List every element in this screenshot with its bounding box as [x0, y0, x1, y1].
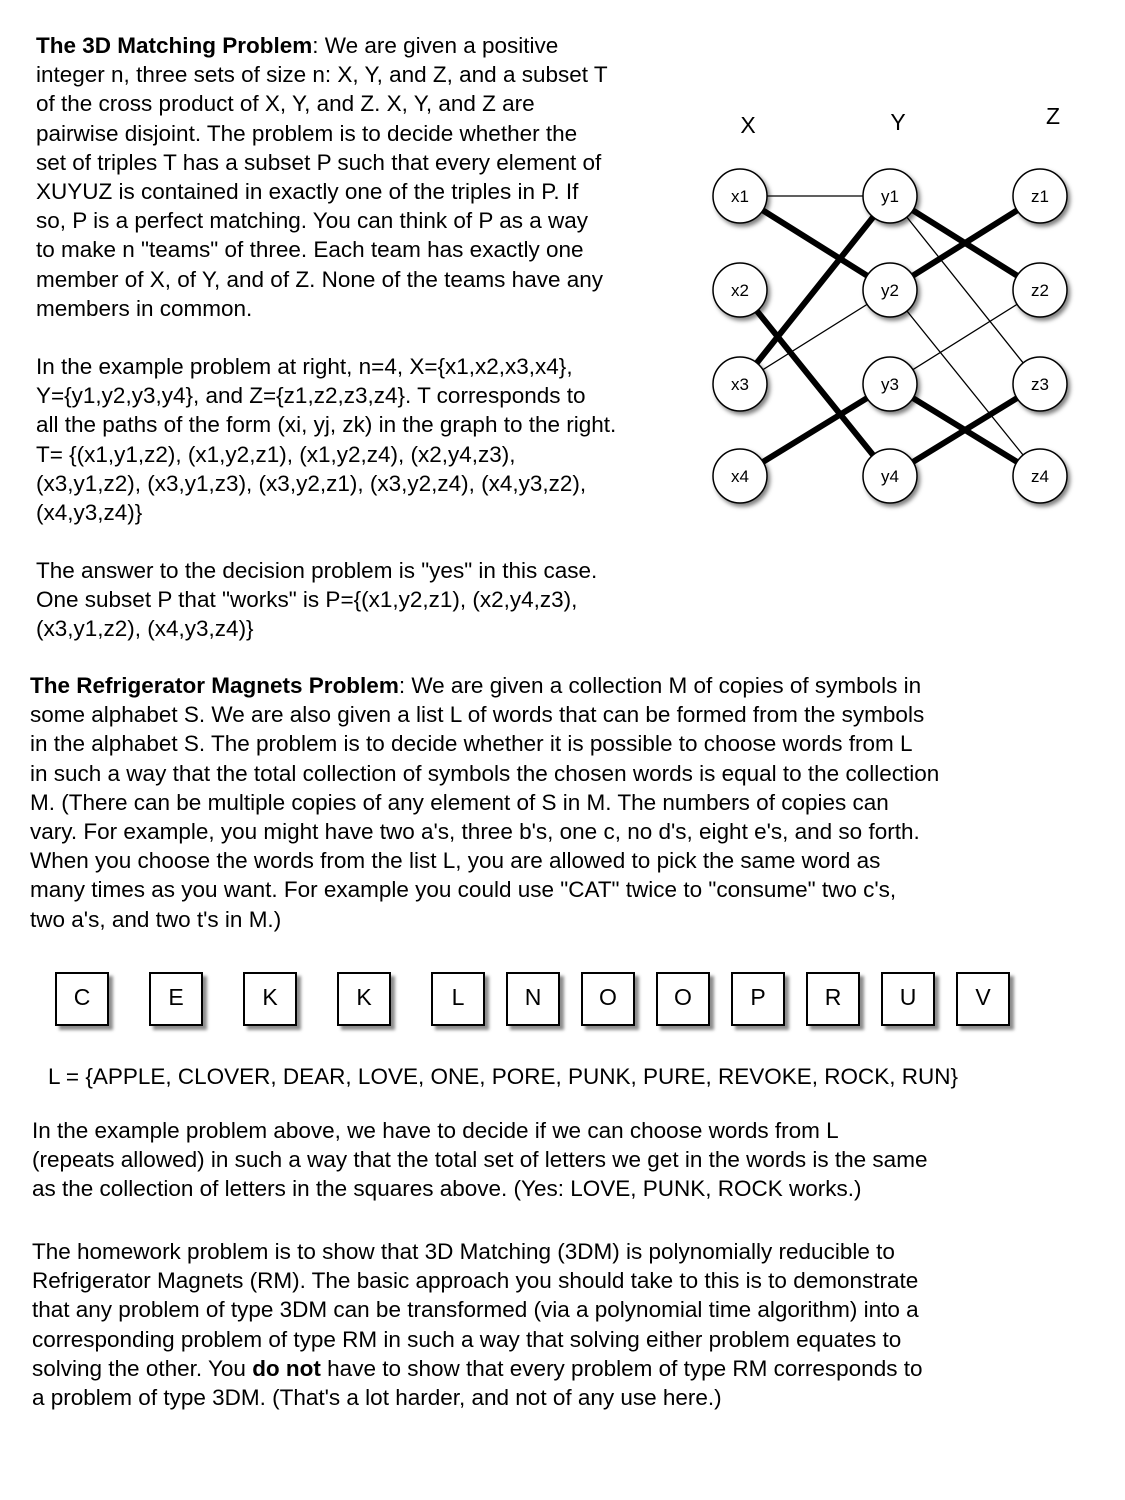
set-label-z: Z [1045, 103, 1061, 129]
homework-line: The homework problem is to show that 3D Matching (3DM) is polynomially reducible to [32, 1239, 895, 1264]
example-line: T= {(x1,y1,z2), (x1,y2,z1), (x1,y2,z4), (x2,y4,z3), [36, 441, 516, 467]
set-label-y: Y [890, 109, 906, 135]
example-line: Y={y1,y2,y3,y4}, and Z={z1,z2,z3,z4}. T corresponds to [36, 383, 586, 409]
node-z1 [1013, 169, 1067, 223]
tile-letter: E [168, 984, 184, 1010]
example-line: all the paths of the form (xi, yj, zk) in the graph to the right. [36, 412, 617, 438]
magnet-tile [806, 972, 860, 1026]
magnet-tile [956, 972, 1010, 1026]
magnet-tile [431, 972, 485, 1026]
graph-canvas [700, 95, 1090, 525]
intro-line: pairwise disjoint. The problem is to decide whether the [36, 120, 578, 146]
magnet-tile [656, 972, 710, 1026]
intro-line: members in common. [36, 295, 253, 321]
rm-example-line: In the example problem above, we have to decide if we can choose words from L [32, 1118, 839, 1143]
node-label: x4 [731, 467, 749, 486]
rm-example-line: as the collection of letters in the squares above. (Yes: LOVE, PUNK, ROCK works.) [32, 1176, 862, 1202]
answer-line: One subset P that "works" is P={(x1,y2,z1), (x2,y4,z3), [36, 587, 578, 613]
node-x4 [713, 449, 767, 503]
example-line: (x4,y3,z4)} [36, 500, 143, 526]
homework-description [32, 1237, 922, 1412]
rm-example [32, 1116, 927, 1204]
tile-letter: O [674, 984, 692, 1010]
rm-line: M. (There can be multiple copies of any element of S in M. The numbers of copies can [30, 789, 889, 815]
tile-letter: K [262, 984, 278, 1010]
magnet-tile [243, 972, 297, 1026]
intro-line: : We are given a positive [312, 33, 559, 58]
intro-line: set of triples T has a subset P such that every element of [36, 149, 602, 175]
example-line: In the example problem at right, n=4, X={x1,x2,x3,x4}, [36, 354, 573, 379]
node-label: x3 [731, 375, 749, 394]
threedm-answer [36, 556, 597, 644]
node-x1 [713, 169, 767, 223]
node-y2 [863, 263, 917, 317]
node-label: y4 [881, 467, 899, 486]
magnet-tiles [55, 972, 1055, 1042]
rm-example-line: (repeats allowed) in such a way that the total set of letters we get in the words is the same [32, 1147, 928, 1173]
homework-line: a problem of type 3DM. (That's a lot harder, and not of any use here.) [32, 1385, 722, 1411]
tile-letter: U [899, 984, 917, 1010]
node-y4 [863, 449, 917, 503]
tripartite-graph [700, 95, 1090, 525]
rm-description [30, 671, 939, 934]
magnet-tile [506, 972, 560, 1026]
answer-line: (x3,y1,z2), (x4,y3,z4)} [36, 616, 254, 642]
homework-line: solving the other. You [32, 1355, 253, 1381]
rm-line: two a's, and two t's in M.) [30, 906, 282, 932]
node-x2 [713, 263, 767, 317]
rm-line: vary. For example, you might have two a's, three b's, one c, no d's, eight e's, and so forth. [30, 819, 920, 845]
rm-line: When you choose the words from the list L, you are allowed to pick the same word as [30, 848, 881, 874]
nodes [713, 169, 1067, 503]
node-label: z3 [1031, 375, 1049, 394]
example-line: (x3,y1,z2), (x3,y1,z3), (x3,y2,z1), (x3,y2,z4), (x4,y3,z2), [36, 470, 587, 496]
magnet-tile [881, 972, 935, 1026]
homework-line: corresponding problem of type RM in such a way that solving either problem equates to [32, 1326, 902, 1352]
node-label: y1 [881, 187, 899, 206]
intro-line: integer n, three sets of size n: X, Y, and Z, and a subset T [36, 62, 608, 88]
edges [740, 196, 1040, 476]
node-y1 [863, 169, 917, 223]
rm-title: The Refrigerator Magnets Problem [30, 673, 399, 698]
tile-letter: O [599, 984, 617, 1010]
intro-line: XUYUZ is contained in exactly one of the triples in P. If [36, 179, 579, 205]
node-label: y3 [881, 375, 899, 394]
word-list: L = {APPLE, CLOVER, DEAR, LOVE, ONE, PORE, PUNK, PURE, REVOKE, ROCK, RUN} [48, 1064, 959, 1089]
node-z2 [1013, 263, 1067, 317]
homework-line: have to show that every problem of type RM corresponds to [320, 1355, 923, 1381]
node-label: z4 [1031, 467, 1049, 486]
magnet-tile [149, 972, 203, 1026]
set-label-x: X [740, 112, 756, 138]
node-label: x2 [731, 281, 749, 300]
intro-line: of the cross product of X, Y, and Z. X, Y, and Z are [36, 91, 535, 117]
magnet-tile [337, 972, 391, 1026]
magnet-tile [581, 972, 635, 1026]
tile-letter: V [975, 984, 991, 1010]
node-z3 [1013, 357, 1067, 411]
magnet-tile [731, 972, 785, 1026]
tile-letter: N [524, 984, 542, 1010]
node-label: x1 [731, 187, 749, 206]
rm-line: some alphabet S. We are also given a list L of words that can be formed from the symbols [30, 702, 925, 728]
threedm-example [36, 352, 616, 527]
homework-line: that any problem of type 3DM can be transformed (via a polynomial time algorithm) into a [32, 1297, 919, 1323]
answer-line: The answer to the decision problem is "yes" in this case. [36, 558, 598, 583]
intro-line: to make n "teams" of three. Each team has exactly one [36, 237, 584, 263]
tile-letter: L [451, 984, 465, 1010]
node-x3 [713, 357, 767, 411]
tile-letter: P [750, 984, 766, 1010]
rm-line: in the alphabet S. The problem is to decide whether it is possible to choose words from L [30, 731, 913, 757]
threedm-title: The 3D Matching Problem [36, 33, 313, 58]
intro-line: so, P is a perfect matching. You can think of P as a way [36, 208, 588, 234]
tile-letter: R [824, 984, 842, 1010]
node-y3 [863, 357, 917, 411]
rm-line: in such a way that the total collection of symbols the chosen words is equal to the collection [30, 760, 940, 786]
intro-line: member of X, of Y, and of Z. None of the teams have any [36, 266, 603, 292]
tile-letter: K [356, 984, 372, 1010]
rm-line: : We are given a collection M of copies of symbols in [398, 673, 922, 698]
homework-emphasis: do not [252, 1355, 321, 1381]
node-label: y2 [881, 281, 899, 300]
tile-letter: C [73, 984, 91, 1010]
node-z4 [1013, 449, 1067, 503]
threedm-intro [36, 31, 608, 323]
rm-line: many times as you want. For example you could use "CAT" twice to "consume" two c's, [30, 877, 897, 903]
homework-line: Refrigerator Magnets (RM). The basic approach you should take to this is to demonstrate [32, 1268, 919, 1294]
node-label: z1 [1031, 187, 1049, 206]
node-label: z2 [1031, 281, 1049, 300]
magnet-tile [55, 972, 109, 1026]
